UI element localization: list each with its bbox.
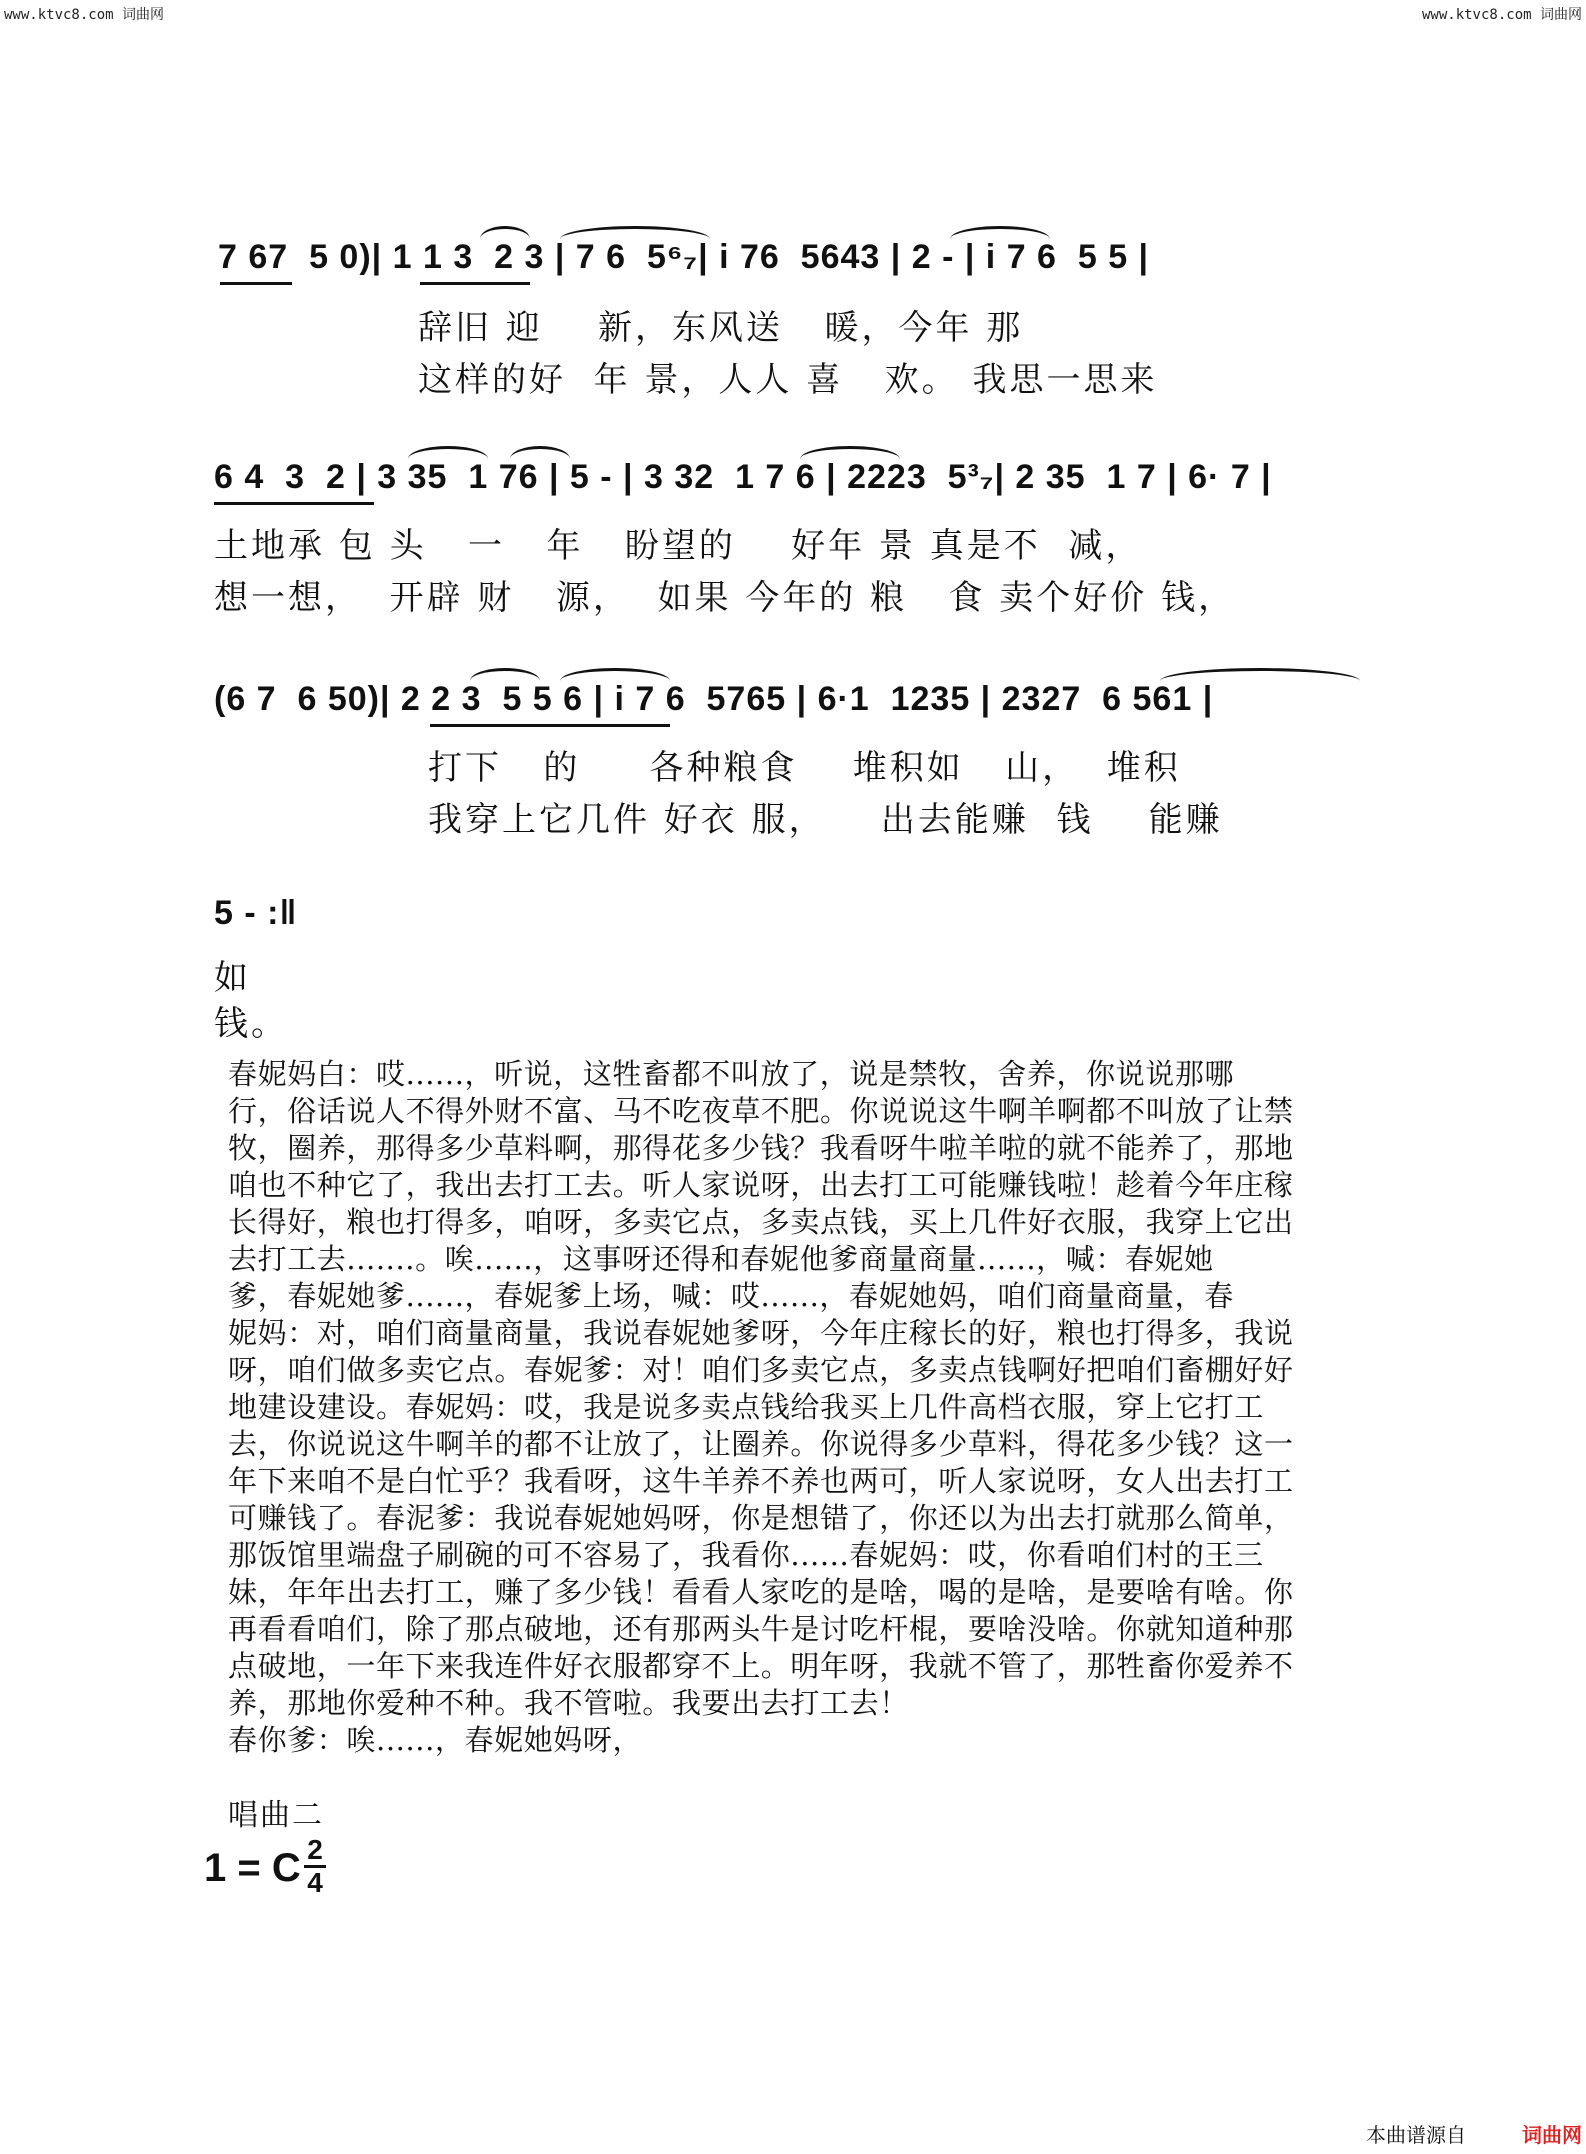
system3-notes: (6 7 6 50)| 2 2 3 5 5 6 | i 7 6 5765 | 6·1 1235 | 2327 6 561 | [214, 680, 1214, 718]
prose-line: 可赚钱了。春泥爹：我说春妮她妈呀，你是想错了，你还以为出去打就那么简单， [228, 1501, 1294, 1535]
prose-line: 春妮妈白：哎......，听说，这牲畜都不叫放了，说是禁牧，舍养，你说说那哪 [228, 1057, 1235, 1091]
prose-line: 养，那地你爱种不种。我不管啦。我要出去打工去！ [228, 1686, 909, 1720]
prose-line: 那饭馆里端盘子刷碗的可不容易了，我看你......春妮妈：哎，你看咱们村的王三 [228, 1538, 1264, 1572]
underline-beam [430, 724, 670, 727]
prose-line: 去，你说说这牛啊羊的都不让放了，让圈养。你说得多少草料，得花多少钱？这一 [228, 1427, 1294, 1461]
prose-line: 点破地，一年下来我连件好衣服都穿不上。明年呀，我就不管了，那牲畜你爱养不 [228, 1649, 1294, 1683]
prose-line: 呀，咱们做多卖它点。春妮爹：对！咱们多卖它点，多卖点钱啊好把咱们畜棚好好 [228, 1353, 1294, 1387]
prose-line: 长得好，粮也打得多，咱呀，多卖它点，多卖点钱，买上几件好衣服，我穿上它出 [228, 1205, 1294, 1239]
prose-line: 去打工去.......。唉......，这事呀还得和春妮他爹商量商量......，喊：春妮她 [228, 1242, 1214, 1276]
system3-lyric1: 打下 的 各种粮食 堆积如 山， 堆积 [428, 748, 1181, 788]
header-right-url: www.ktvc8.com 词曲网 [1421, 7, 1582, 23]
slur [950, 226, 1050, 239]
system2-lyric2: 想一想， 开辟 财 源， 如果 今年的 粮 食 卖个好价 钱， [214, 578, 1236, 618]
slur [1160, 668, 1360, 681]
system3-lyric2: 我穿上它几件 好衣 服， 出去能赚 钱 能赚 [428, 800, 1223, 840]
slur [560, 226, 710, 239]
underline-beam [214, 502, 374, 505]
time-signature-numerator: 2 [307, 1834, 323, 1865]
header-left-url: www.ktvc8.com 词曲网 [4, 7, 165, 23]
underline-beam [420, 282, 530, 285]
footer-source [1366, 2119, 1466, 2148]
prose-line: 牧，圈养，那得多少草料啊，那得花多少钱？我看呀牛啦羊啦的就不能养了，那地 [228, 1131, 1294, 1165]
footer-source-text: 本曲谱源自 [1366, 2125, 1466, 2147]
slur [800, 446, 900, 459]
prose-line: 年下来咱不是白忙乎？我看呀，这牛羊养不养也两可，听人家说呀，女人出去打工 [228, 1464, 1294, 1498]
prose-line: 春你爹：唉......，春妮她妈呀， [228, 1723, 643, 1757]
prose-line: 爹，春妮她爹......，春妮爹上场，喊：哎......，春妮她妈，咱们商量商量，春 [228, 1279, 1234, 1313]
key-signature: 1 = C [204, 1846, 301, 1890]
system2-notes: 6 4 3 2 | 3 35 1 76 | 5 - | 3 32 1 7 6 | 2223 5³₇| 2 35 1 7 | 6· 7 | [214, 458, 1272, 496]
system4-notes: 5 - :‖ [214, 894, 298, 932]
footer-logo: 词曲网 [1522, 2125, 1582, 2147]
prose-line: 妹，年年出去打工，赚了多少钱！看看人家吃的是啥，喝的是啥，是要啥有啥。你 [228, 1575, 1294, 1609]
section-title: 唱曲二 [228, 1798, 324, 1833]
prose-line: 咱也不种它了，我出去打工去。听人家说呀，出去打工可能赚钱啦！趁着今年庄稼 [228, 1168, 1294, 1202]
system1-lyric2: 这样的好 年 景，人人 喜 欢。 我思一思来 [418, 360, 1158, 400]
system1-notes: 7 67 5 0)| 1 1 3 2 3 | 7 6 5⁶₇| i 76 5643 | 2 - | i 7 6 5 5 | [218, 238, 1150, 276]
system1-lyric1: 辞旧 迎 新，东风送 暖，今年 那 [418, 308, 1024, 348]
prose-line: 地建设建设。春妮妈：哎，我是说多卖点钱给我买上几件高档衣服，穿上它打工 [228, 1390, 1265, 1424]
prose-line: 再看看咱们，除了那点破地，还有那两头牛是讨吃杆棍，要啥没啥。你就知道种那 [228, 1612, 1294, 1646]
system2-lyric1: 土地承 包 头 一 年 盼望的 好年 景 真是不 减， [214, 526, 1143, 566]
slur [408, 446, 488, 459]
slur [480, 226, 530, 239]
underline-beam [220, 282, 292, 285]
slur [470, 668, 540, 681]
slur [510, 446, 570, 459]
system4-lyric2: 钱。 [214, 1004, 288, 1044]
prose-line: 行，俗话说人不得外财不富、马不吃夜草不肥。你说说这牛啊羊啊都不叫放了让禁 [228, 1094, 1294, 1128]
spoken-dialogue-text [228, 1056, 1408, 1759]
time-signature-denominator: 4 [307, 1867, 323, 1898]
system4-lyric1: 如 [214, 958, 251, 998]
slur [560, 668, 670, 681]
time-signature [304, 1836, 326, 1897]
prose-line: 妮妈：对，咱们商量商量，我说春妮她爹呀，今年庄稼长的好，粮也打得多，我说 [228, 1316, 1294, 1350]
